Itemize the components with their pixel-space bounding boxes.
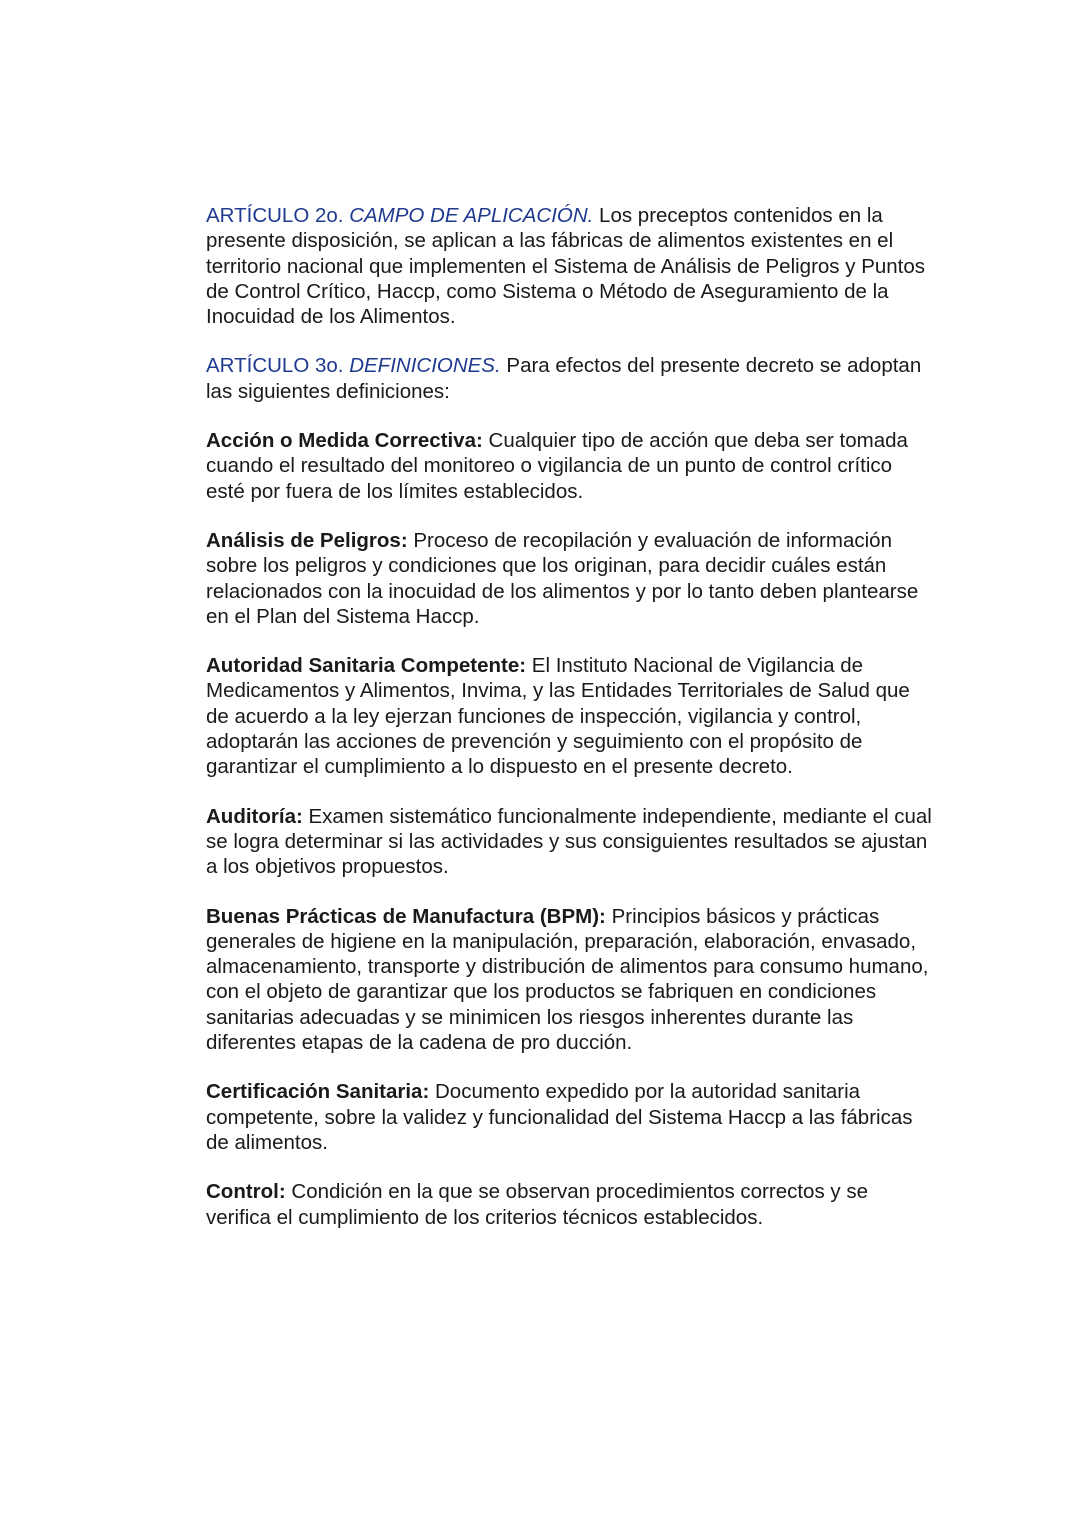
definition-text: Cualquier tipo de acción que deba ser tomada cuando el resultado del monitoreo o vigilancia de un punto de control crítico esté por fuera de los límites establecidos. [206, 429, 908, 503]
definition-text: Examen sistemático funcionalmente independiente, mediante el cual se logra determinar si las actividades y sus consiguientes resultados se ajustan a los objetivos propuestos. [206, 804, 932, 879]
definition-text: Principios básicos y prácticas generales de higiene en la manipulación, preparación, elaboración, envasado, almacenamiento, transporte y distribución de alimentos para consumo humano, con el objeto de garantizar que los productos se fabriquen en condiciones sanitarias adecuadas y se minimicen los riesgos inherentes durante las diferentes etapas de la cadena de pro ducción. [206, 904, 929, 1055]
definition-term: Control: [206, 1180, 286, 1204]
definition-text: Proceso de recopilación y evaluación de información sobre los peligros y condiciones que los originan, para decidir cuáles están relacionados con la inocuidad de los alimentos y por lo tanto deben plantearse en el Plan del Sistema Haccp. [206, 528, 919, 628]
definition-accion-correctiva [206, 428, 936, 504]
document-page [206, 203, 936, 1254]
article-3-title: DEFINICIONES. [349, 354, 501, 378]
definition-term: Auditoría: [206, 804, 303, 828]
article-3-paragraph [206, 353, 936, 404]
definition-term: Análisis de Peligros: [206, 528, 408, 552]
article-3-text: Para efectos del presente decreto se adoptan las siguientes definiciones: [206, 354, 922, 403]
definition-autoridad-sanitaria [206, 653, 936, 779]
definition-text: Condición en la que se observan procedimientos correctos y se verifica el cumplimiento de los criterios técnicos establecidos. [206, 1180, 868, 1229]
definition-term: Autoridad Sanitaria Competente: [206, 654, 527, 678]
article-2-title: CAMPO DE APLICACIÓN. [349, 204, 594, 227]
article-2-label: ARTÍCULO 2o. [206, 204, 344, 227]
definition-term: Certificación Sanitaria: [206, 1080, 430, 1104]
definition-certificacion-sanitaria [206, 1079, 936, 1155]
definition-text: Documento expedido por la autoridad sanitaria competente, sobre la validez y funcionalidad del Sistema Haccp a las fábricas de alimentos. [206, 1080, 913, 1154]
definition-analisis-peligros [206, 528, 936, 629]
definition-control [206, 1179, 936, 1230]
article-3-label: ARTÍCULO 3o. [206, 354, 344, 378]
definition-auditoria [206, 804, 936, 880]
article-2-text: Los preceptos contenidos en la presente disposición, se aplican a las fábricas de alimentos existentes en el territorio nacional que implementen el Sistema de Análisis de Peligros y Puntos de Control Crítico, Haccp, como Sistema o Método de Aseguramiento de la Inocuidad de los Alimentos. [206, 204, 926, 329]
definition-text: El Instituto Nacional de Vigilancia de Medicamentos y Alimentos, Invima, y las Entidades Territoriales de Salud que de acuerdo a la ley ejerzan funciones de inspección, vigilancia y control, adoptarán las acciones de prevención y seguimiento con el propósito de garantizar el cumplimiento a lo dispuesto en el presente decreto. [206, 654, 910, 779]
definition-bpm [206, 904, 936, 1056]
article-2-paragraph [206, 203, 936, 329]
definition-term: Buenas Prácticas de Manufactura (BPM): [206, 904, 606, 928]
definition-term: Acción o Medida Correctiva: [206, 429, 483, 453]
